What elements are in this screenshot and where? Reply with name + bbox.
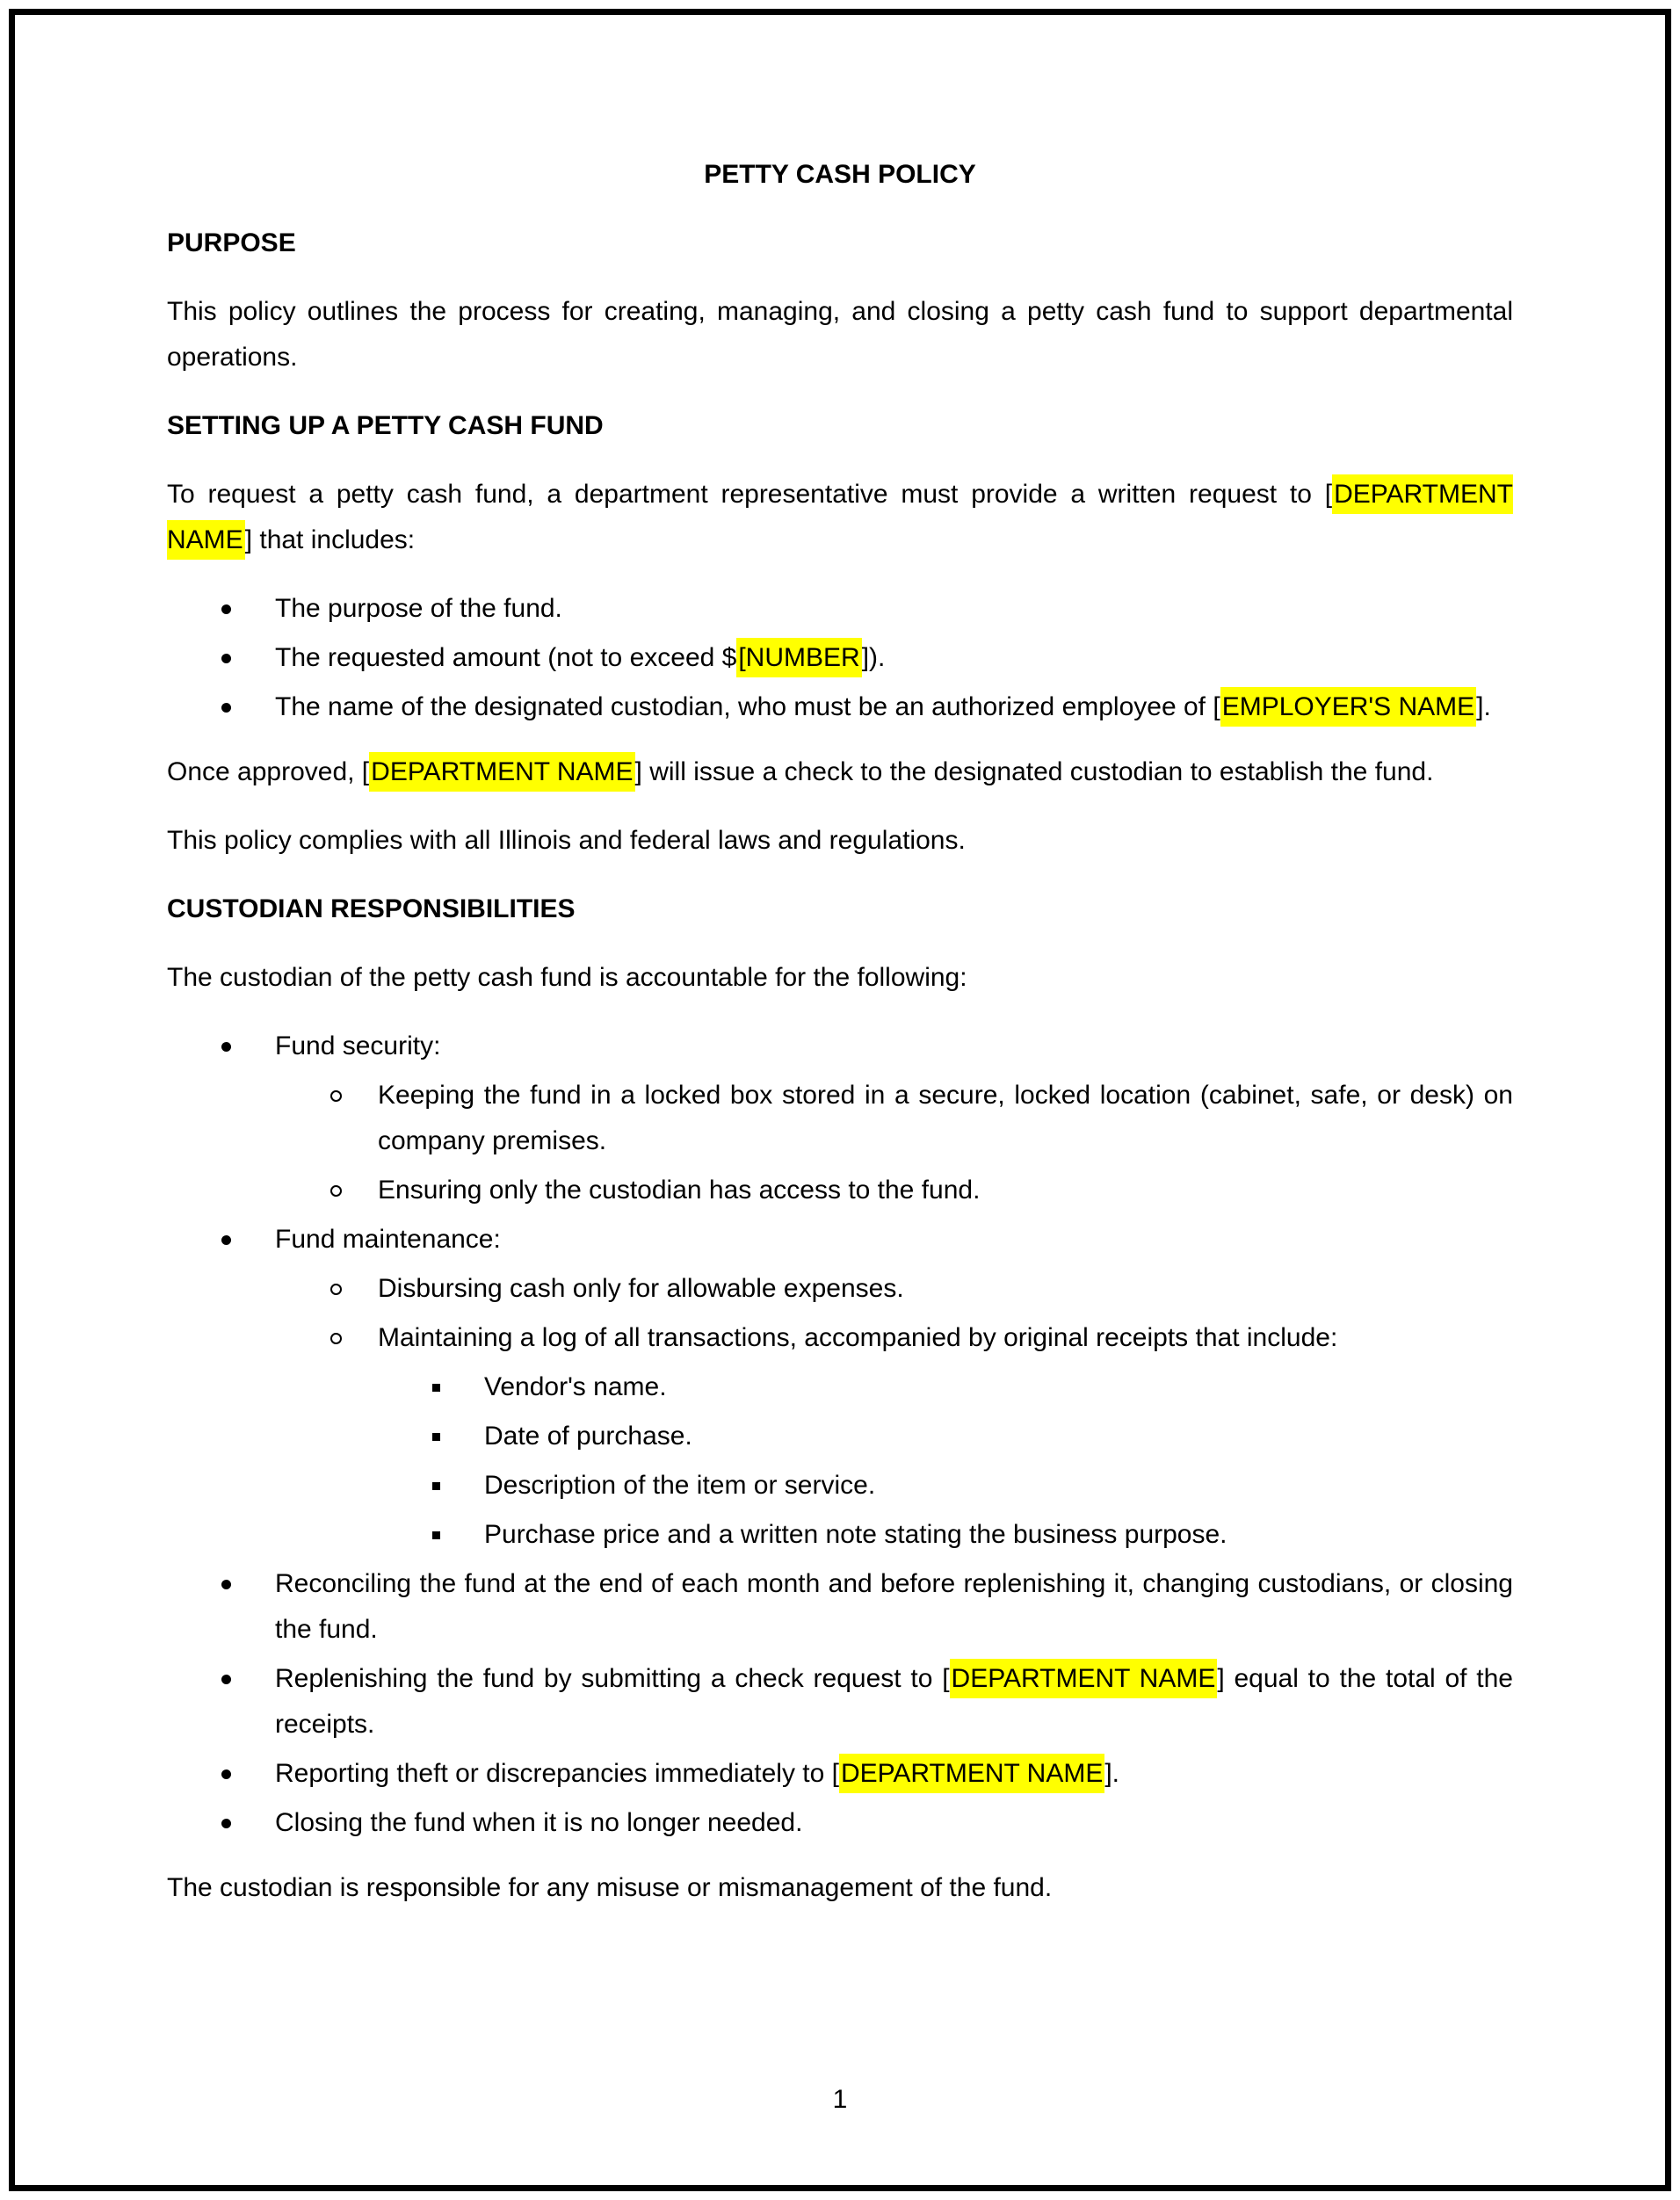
bullet-square-icon — [432, 1384, 440, 1392]
bullet-square-icon — [432, 1531, 440, 1539]
list-item-text: Vendor's name. — [484, 1372, 667, 1401]
bullet-disc-icon — [221, 703, 231, 713]
bullet-circle-icon — [330, 1333, 342, 1344]
list-item — [167, 1024, 1513, 1069]
list-item-text: Date of purchase. — [484, 1422, 692, 1451]
placeholder-highlight: EMPLOYER'S NAME — [1220, 687, 1476, 727]
list-item-text: Purchase price and a written note stating the business purpose. — [484, 1520, 1227, 1549]
bullet-list — [167, 586, 1513, 730]
section-heading: SETTING UP A PETTY CASH FUND — [167, 411, 604, 440]
placeholder-highlight: DEPARTMENT NAME — [839, 1754, 1104, 1793]
paragraph: The custodian is responsible for any misuse or mismanagement of the fund. — [167, 1873, 1053, 1902]
list-item — [167, 1800, 1513, 1846]
list-item-text: Closing the fund when it is no longer needed. — [275, 1808, 803, 1837]
list-item-text: The requested amount (not to exceed $[NUMBER]). — [275, 638, 885, 677]
list-item — [167, 1751, 1513, 1797]
list-item — [167, 1168, 1513, 1213]
list-item-text: Maintaining a log of all transactions, accompanied by original receipts that include: — [378, 1323, 1338, 1352]
list-item — [167, 1414, 1513, 1459]
bullet-disc-icon — [221, 654, 231, 663]
page-number: 1 — [832, 2085, 848, 2114]
paragraph: This policy outlines the process for creating, managing, and closing a petty cash fund to support departmental operations. — [167, 297, 1513, 372]
bullet-disc-icon — [221, 1769, 231, 1779]
list-item-text: Fund maintenance: — [275, 1225, 501, 1254]
list-item — [167, 1217, 1513, 1263]
bullet-disc-icon — [221, 1042, 231, 1052]
bullet-circle-icon — [330, 1090, 342, 1102]
bullet-list — [167, 1024, 1513, 1846]
bullet-circle-icon — [330, 1284, 342, 1295]
bullet-square-icon — [432, 1482, 440, 1490]
paragraph: Once approved, [DEPARTMENT NAME] will issue a check to the designated custodian to establish the fund. — [167, 749, 1513, 795]
placeholder-highlight: DEPARTMENT NAME — [369, 752, 634, 792]
list-item-text: The name of the designated custodian, who must be an authorized employee of [EMPLOYER'S NAME]. — [275, 687, 1491, 727]
list-item-text: Disbursing cash only for allowable expenses. — [378, 1274, 904, 1303]
list-item-text: Keeping the fund in a locked box stored in a secure, locked location (cabinet, safe, or desk) on company premises. — [378, 1081, 1513, 1155]
bullet-disc-icon — [221, 1235, 231, 1245]
paragraph: The custodian of the petty cash fund is accountable for the following: — [167, 963, 967, 992]
placeholder-highlight: DEPARTMENT NAME — [167, 474, 1513, 560]
document-content — [167, 152, 1513, 1934]
list-item — [167, 1266, 1513, 1312]
list-item — [167, 635, 1513, 681]
document-body — [167, 221, 1513, 1911]
list-item — [167, 586, 1513, 632]
list-item — [167, 1561, 1513, 1653]
list-item — [167, 1073, 1513, 1164]
section-heading: CUSTODIAN RESPONSIBILITIES — [167, 894, 576, 923]
list-item-text: Ensuring only the custodian has access to the fund. — [378, 1176, 981, 1205]
bullet-disc-icon — [221, 1819, 231, 1828]
document-title: PETTY CASH POLICY — [704, 160, 976, 189]
bullet-disc-icon — [221, 604, 231, 614]
list-item-text: Reporting theft or discrepancies immediately to [DEPARTMENT NAME]. — [275, 1754, 1119, 1793]
list-item — [167, 1656, 1513, 1748]
paragraph: To request a petty cash fund, a department representative must provide a written request to [DEPARTMENT NAME] that includes: — [167, 472, 1513, 563]
list-item — [167, 1463, 1513, 1509]
bullet-disc-icon — [221, 1580, 231, 1589]
bullet-square-icon — [432, 1433, 440, 1441]
placeholder-highlight: DEPARTMENT NAME — [950, 1659, 1218, 1698]
list-item-text: Fund security: — [275, 1031, 441, 1060]
section-heading: PURPOSE — [167, 228, 296, 257]
list-item-text: Description of the item or service. — [484, 1471, 876, 1500]
list-item — [167, 684, 1513, 730]
list-item — [167, 1512, 1513, 1558]
list-item-text: Replenishing the fund by submitting a check request to [DEPARTMENT NAME] equal to the total of the receipts. — [275, 1659, 1513, 1739]
bullet-disc-icon — [221, 1675, 231, 1684]
list-item — [167, 1315, 1513, 1361]
placeholder-highlight: [NUMBER — [736, 638, 861, 677]
list-item-text: Reconciling the fund at the end of each month and before replenishing it, changing custodians, or closing the fund. — [275, 1569, 1513, 1644]
list-item — [167, 1364, 1513, 1410]
paragraph: This policy complies with all Illinois and federal laws and regulations. — [167, 826, 966, 855]
list-item-text: The purpose of the fund. — [275, 594, 562, 623]
bullet-circle-icon — [330, 1185, 342, 1197]
